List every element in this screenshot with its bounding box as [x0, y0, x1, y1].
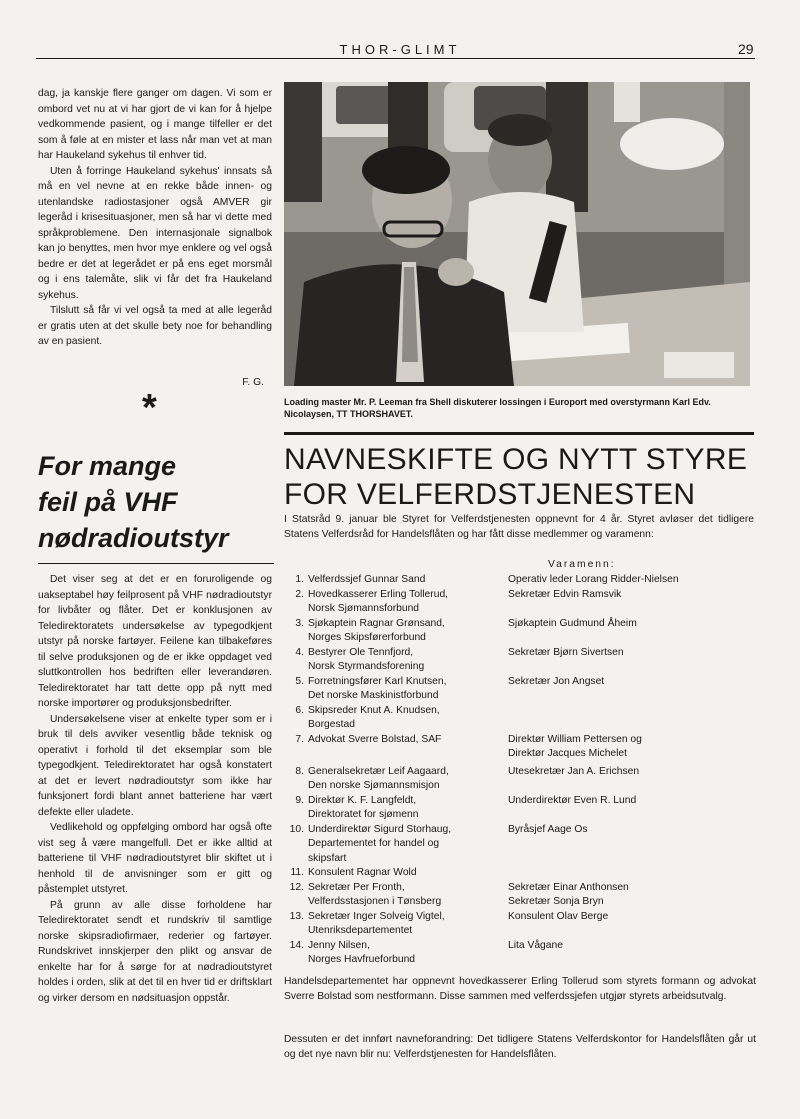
- member-name-line: Underdirektør Sigurd Storhaug,: [308, 823, 452, 835]
- paragraph: På grunn av alle disse forholdene har Teledirektoratet sendt et rundskriv til samtlige norske skipsradiofirmaer, rederier og fartøyer. Rundskrivet innskjerper den plikt og ansvar de enkelte har for å sørge for at nødradioutstyret holdes i orden, slik at det til en hver tid er driftsklart og virker dersom en nødsituasjon oppstår.: [38, 899, 272, 1004]
- headline-rule: [38, 563, 274, 564]
- member-name-line: Konsulent Ragnar Wold: [308, 867, 417, 878]
- member-name-line: Velferdsstasjonen i Tønsberg: [308, 896, 442, 907]
- member-deputy: [508, 573, 756, 588]
- closing-paragraph: Dessuten er det innført navneforandring: Det tidligere Statens Velferdskontor for Handelsflåten går ut og det nye navn blir nu: Velferdstjenesten for Handelsflåten.: [284, 1034, 756, 1060]
- member-name-line: Jenny Nilsen,: [308, 939, 370, 951]
- varamenn-heading: Varamenn:: [548, 559, 616, 570]
- member-number: 11.: [290, 867, 304, 878]
- member-number: 5.: [295, 675, 304, 687]
- member-name: [308, 588, 508, 617]
- member-number: 8.: [295, 765, 304, 777]
- member-number: 13.: [289, 910, 304, 922]
- member-name-line: Sekretær Inger Solveig Vigtel,: [308, 910, 445, 922]
- paragraph: Det viser seg at det er en foruroligende og uakseptabel høy feilprosent på VHF nødradioutstyr for livbåter og flåter. Det er konklusjonen av Teledirektoratets undersøkelse av typegodkjent utstyr på norske fartøyer. Feilene kan tilbakeføres til selve produksjonen og de er ikke oppdaget ved sluttkontrollen hos bedriften eller leverandøren. Teledirektoratet har tatt dette opp på nytt med norske importører og produksjonsbedrifter.: [38, 574, 272, 709]
- member-number: 9.: [295, 794, 304, 806]
- member-deputy: [508, 939, 756, 954]
- member-name-line: Sjøkaptein Ragnar Grønsand,: [308, 617, 445, 629]
- member-number: 4.: [295, 646, 304, 658]
- member-deputy: [508, 588, 756, 603]
- member-name-line: Sekretær Per Fronth,: [308, 881, 405, 893]
- closing-paragraph: Handelsdepartementet har oppnevnt hovedkasserer Erling Tollerud som styrets formann og advokat Sverre Bolstad som nestformann. Disse sammen med velferdssjefen utgjør styrets arbeidsutvalg.: [284, 976, 756, 1002]
- deputy-line: Byråsjef Aage Os: [508, 823, 588, 835]
- member-number: 7.: [295, 733, 304, 745]
- member-name-line: Hovedkasserer Erling Tollerud,: [308, 588, 449, 600]
- deputy-line: Direktør William Pettersen og: [508, 733, 642, 745]
- member-deputy: [508, 765, 756, 780]
- member-name-line: Norsk Styrmandsforening: [308, 661, 425, 672]
- paragraph: Undersøkelsene viser at enkelte typer som er i bruk til dels avviker vesentlig både teknisk og operativt i forhold til det eksemplar som ble typegodkjent. Teledirektoratet har også konstatert at det er levert nødradioutstyr som ikke har funksjonert fordi blant annet batteriene har vært defekte eller uladete.: [38, 713, 272, 818]
- page-number: 29: [738, 41, 754, 57]
- member-deputy: [508, 675, 756, 690]
- member-name-line: Norges Skipsførerforbund: [308, 632, 426, 643]
- velferd-headline: [284, 442, 754, 512]
- member-name: [308, 939, 508, 968]
- member-name: [308, 646, 508, 675]
- deputy-line: Sjøkaptein Gudmund Åheim: [508, 617, 637, 629]
- headline-line: nødradioutstyr: [38, 523, 229, 553]
- member-name: [308, 733, 508, 748]
- vhf-article-body: [38, 572, 272, 1006]
- headline-line: FOR VELFERDSTJENESTEN: [284, 478, 696, 511]
- member-name: [308, 675, 508, 704]
- member-name: [308, 765, 508, 794]
- member-name-line: Den norske Sjømannsmisjon: [308, 780, 440, 791]
- member-number: 10.: [289, 823, 304, 835]
- paragraph: Uten å forringe Haukeland sykehus' innsats så må en vel nevne at en rekke både innen- og utenlandske radiostasjoner også AMVER gir legeråd i krisesituasjoner, men så har vi dette med språkproblemene. Den internasjonale signalbok kan jo benyttes, men hvor mye enklere og vel også bedre er det at legerådet er på ens eget morsmål og i ens talemåte, slik vi får det fra Haukeland sykehus.: [38, 165, 272, 301]
- member-name: [308, 881, 508, 910]
- paragraph: Vedlikehold og oppfølging ombord har også ofte vist seg å være mangelfull. Det er ikke alltid at batteriene til VHF nødradioutstyret blir skiftet ut i henhold til de anvisninger som er gitt og påstemplet utstyret.: [38, 822, 272, 895]
- member-name-line: Departementet for handel og: [308, 838, 440, 849]
- member-number: 1.: [295, 574, 304, 585]
- member-number: 3.: [295, 617, 304, 629]
- deputy-line: Sekretær Einar Anthonsen: [508, 881, 629, 893]
- member-name-line: Borgestad: [308, 719, 355, 730]
- member-name-line: Generalsekretær Leif Aagaard,: [308, 765, 449, 777]
- deputy-line: Utesekretær Jan A. Erichsen: [508, 765, 640, 777]
- member-name-line: Norges Havfrueforbund: [308, 954, 416, 965]
- deputy-line: Operativ leder Lorang Ridder-Nielsen: [508, 574, 679, 585]
- member-name-line: Forretningsfører Karl Knutsen,: [308, 675, 447, 687]
- member-number: 14.: [289, 939, 304, 951]
- vhf-headline: [38, 448, 278, 556]
- deputy-line: Underdirektør Even R. Lund: [508, 794, 637, 806]
- paragraph: Tilslutt så får vi vel også ta med at alle legeråd er gratis uten at det skulle bety noe for behandling av en pasient.: [38, 305, 272, 347]
- deputy-line: Sekretær Edvin Ramsvik: [508, 588, 622, 600]
- member-name-line: Bestyrer Ole Tennfjord,: [308, 646, 414, 658]
- member-deputy: [508, 646, 756, 661]
- deputy-line: Sekretær Jon Angset: [508, 675, 605, 687]
- member-name: [308, 794, 508, 823]
- section-rule: [284, 432, 754, 435]
- member-number: 12.: [289, 881, 304, 893]
- member-deputy: [508, 617, 756, 632]
- member-number: 2.: [295, 588, 304, 600]
- member-name: [308, 910, 508, 939]
- headline-line: For mange: [38, 451, 177, 481]
- member-deputy: [508, 881, 756, 910]
- member-name-line: Skipsreder Knut A. Knudsen,: [308, 704, 440, 716]
- member-name-line: Velferdssjef Gunnar Sand: [308, 574, 426, 585]
- member-name-line: Direktør K. F. Langfeldt,: [308, 794, 417, 806]
- deputy-line: Lita Vågane: [508, 939, 563, 951]
- paragraph: dag, ja kanskje flere ganger om dagen. Vi som er ombord vet nu at vi har gjort de vi kan for å hjelpe vedkommende pasient, og i mange tilfeller er det som å føle at en mister et lass når man vet at man har Haukeland sykehus til enhver tid.: [38, 88, 272, 161]
- news-photo: [284, 82, 750, 386]
- member-name-line: Norsk Sjømannsforbund: [308, 603, 420, 614]
- member-name-line: Det norske Maskinistforbund: [308, 690, 439, 701]
- member-name: [308, 866, 508, 881]
- running-header: THOR-GLIMT: [339, 42, 461, 57]
- headline-line: feil på VHF: [38, 487, 178, 517]
- asterisk-separator: *: [142, 387, 157, 429]
- member-name: [308, 704, 508, 733]
- member-deputy: [508, 823, 756, 838]
- member-name-line: skipsfart: [308, 852, 347, 864]
- member-name: [308, 573, 508, 588]
- deputy-line: Sekretær Sonja Bryn: [508, 896, 604, 907]
- member-name: [308, 823, 508, 867]
- member-name-line: Advokat Sverre Bolstad, SAF: [308, 733, 442, 745]
- member-number: 6.: [295, 704, 304, 716]
- velferd-intro: I Statsråd 9. januar ble Styret for Velferdstjenesten oppnevnt for 4 år. Styret avløser det tidligere Statens Velferdsråd for Handelsflåten og har fått disse medlemmer og varamenn:: [284, 514, 754, 540]
- signature: F. G.: [242, 377, 264, 388]
- header-rule: [36, 58, 755, 59]
- deputy-line: Sekretær Bjørn Sivertsen: [508, 646, 624, 658]
- continued-article: [38, 86, 272, 350]
- member-name-line: Direktoratet for sjømenn: [308, 809, 419, 820]
- member-deputy: [508, 910, 756, 925]
- headline-line: NAVNESKIFTE OG NYTT STYRE: [284, 443, 748, 476]
- deputy-line: Direktør Jacques Michelet: [508, 748, 628, 759]
- member-deputy: [508, 794, 756, 809]
- deputy-line: Konsulent Olav Berge: [508, 910, 609, 922]
- member-deputy: [508, 733, 756, 762]
- member-name: [308, 617, 508, 646]
- photo-caption: Loading master Mr. P. Leeman fra Shell diskuterer lossingen i Europort med overstyrmann Karl Edv. Nicolaysen, TT THORSHAVET.: [284, 397, 711, 419]
- member-name-line: Utenriksdepartementet: [308, 925, 413, 936]
